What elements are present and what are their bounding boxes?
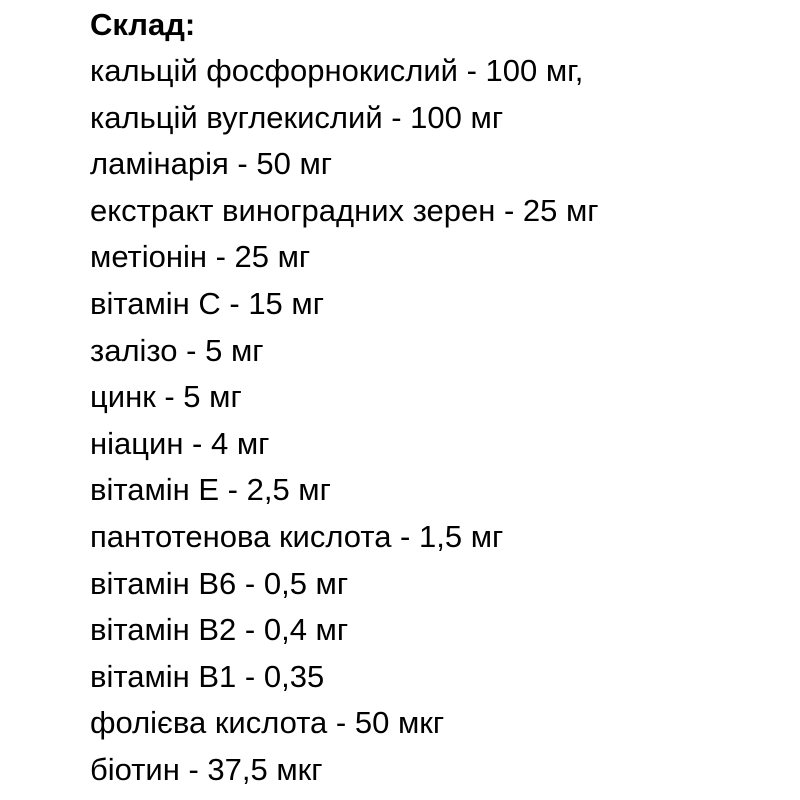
- ingredient-item: екстракт виноградних зерен - 25 мг: [90, 192, 599, 228]
- ingredient-item: фолієва кислота - 50 мкг: [90, 705, 445, 741]
- ingredient-item: кальцій фосфорнокислий - 100 мг,: [90, 53, 584, 88]
- ingredient-item: ніацин - 4 мг: [90, 425, 270, 461]
- ingredient-item: вітамін В1 - 0,35: [90, 658, 325, 694]
- ingredient-item: вітамін С - 15 мг: [90, 285, 325, 321]
- composition-title: Склад:: [90, 7, 196, 42]
- ingredient-item: біотин - 37,5 мкг: [90, 751, 323, 787]
- ingredient-list: [90, 48, 790, 794]
- composition-block: [90, 0, 790, 794]
- ingredient-item: вітамін В6 - 0,5 мг: [90, 565, 349, 601]
- ingredient-item: вітамін В2 - 0,4 мг: [90, 612, 349, 648]
- ingredient-item: цинк - 5 мг: [90, 379, 242, 415]
- ingredient-item: метіонін - 25 мг: [90, 239, 311, 275]
- ingredient-item: пантотенова кислота - 1,5 мг: [90, 518, 504, 554]
- ingredient-item: залізо - 5 мг: [90, 332, 264, 368]
- ingredient-item: кальцій вуглекислий - 100 мг: [90, 99, 504, 135]
- ingredient-item: ламінарія - 50 мг: [90, 146, 333, 182]
- ingredient-item: вітамін Е - 2,5 мг: [90, 472, 331, 508]
